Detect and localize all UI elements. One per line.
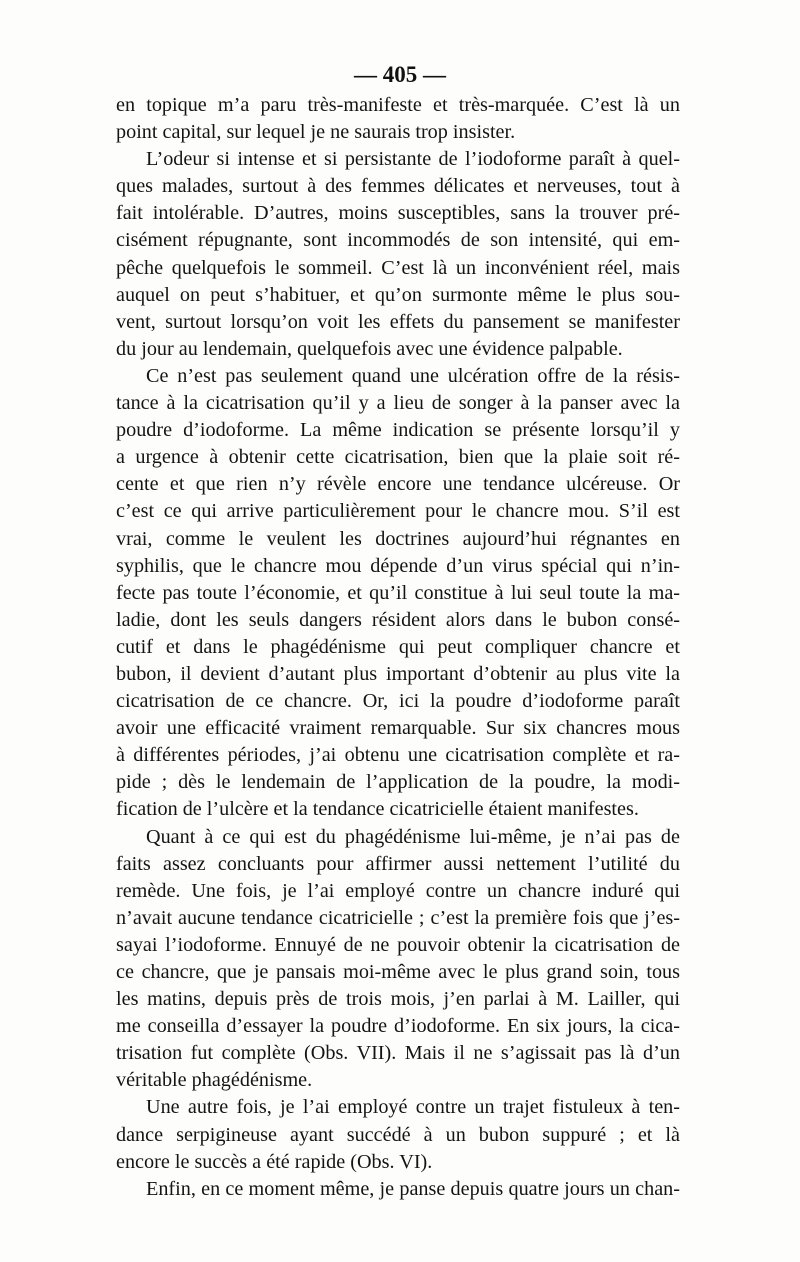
text-line: les matins, depuis près de trois mois, j’en parlai à M. Lailler, qui bbox=[116, 988, 680, 1011]
paragraph bbox=[116, 363, 680, 824]
text-line: c’est ce qui arrive particulièrement pour le chancre mou. S’il est bbox=[116, 500, 680, 523]
text-line: cente et que rien n’y révèle encore une tendance ulcéreuse. Or bbox=[116, 473, 680, 496]
text-line: vrai, comme le veulent les doctrines aujourd’hui régnantes en bbox=[116, 527, 680, 550]
paragraph bbox=[116, 1094, 680, 1175]
text-line: me conseilla d’essayer la poudre d’iodoforme. En six jours, la cica- bbox=[116, 1015, 680, 1038]
text-line: pêche quelquefois le sommeil. C’est là un inconvénient réel, mais bbox=[116, 256, 680, 279]
text-line: encore le succès a été rapide (Obs. VI). bbox=[116, 1150, 433, 1173]
text-line: avoir une efficacité vraiment remarquable. Sur six chancres mous bbox=[116, 717, 680, 740]
body-text bbox=[116, 92, 680, 1203]
text-line: en topique m’a paru très-manifeste et très-marquée. C’est là un bbox=[116, 94, 680, 116]
text-line: cisément répugnante, sont incommodés de son intensité, qui em- bbox=[116, 229, 680, 252]
text-line: auquel on peut s’habituer, et qu’on surmonte même le plus sou- bbox=[116, 283, 680, 306]
text-line: vent, surtout lorsqu’on voit les effets du pansement se manifester bbox=[116, 310, 680, 333]
paragraph bbox=[116, 1176, 680, 1203]
text-line: faits assez concluants pour affirmer aussi nettement l’utilité du bbox=[116, 852, 680, 875]
paragraph bbox=[116, 146, 680, 363]
text-line: véritable phagédénisme. bbox=[116, 1069, 313, 1092]
text-line: trisation fut complète (Obs. VII). Mais il ne s’agissait pas là d’un bbox=[116, 1042, 680, 1065]
text-line: dance serpigineuse ayant succédé à un bubon suppuré ; et là bbox=[116, 1123, 680, 1146]
text-line: sayai l’iodoforme. Ennuyé de ne pouvoir obtenir la cicatrisation de bbox=[116, 933, 680, 956]
paragraph bbox=[116, 824, 680, 1095]
text-line: bubon, il devient d’autant plus important d’obtenir au plus vite la bbox=[116, 662, 680, 685]
text-line: cicatrisation de ce chancre. Or, ici la poudre d’iodoforme paraît bbox=[116, 690, 680, 713]
text-line: Enfin, en ce moment même, je panse depuis quatre jours un chan- bbox=[146, 1177, 680, 1200]
text-line: tance à la cicatrisation qu’il y a lieu de songer à la panser avec la bbox=[116, 392, 680, 415]
text-line: remède. Une fois, je l’ai employé contre un chancre induré qui bbox=[116, 879, 680, 902]
text-line: syphilis, que le chancre mou dépende d’un virus spécial qui n’in- bbox=[116, 554, 680, 577]
text-line: du jour au lendemain, quelquefois avec une évidence palpable. bbox=[116, 337, 623, 360]
text-line: fait intolérable. D’autres, moins susceptibles, sans la trouver pré- bbox=[116, 202, 680, 225]
text-line: pide ; dès le lendemain de l’application de la poudre, la modi- bbox=[116, 771, 680, 794]
page-number: — 405 — bbox=[354, 62, 446, 87]
text-line: à différentes périodes, j’ai obtenu une cicatrisation complète et ra- bbox=[116, 744, 680, 767]
text-line: fication de l’ulcère et la tendance cicatricielle étaient manifestes. bbox=[116, 798, 639, 821]
text-line: ladie, dont les seuls dangers résident alors dans le bubon consé- bbox=[116, 608, 680, 631]
text-line: poudre d’iodoforme. La même indication se présente lorsqu’il y bbox=[116, 419, 680, 442]
text-line: fecte pas toute l’économie, et qu’il constitue à lui seul toute la ma- bbox=[116, 581, 680, 604]
text-line: ce chancre, que je pansais moi-même avec le plus grand soin, tous bbox=[116, 961, 680, 983]
text-line: point capital, sur lequel je ne saurais trop insister. bbox=[116, 121, 516, 144]
text-line: Une autre fois, je l’ai employé contre un trajet fistuleux à ten- bbox=[146, 1096, 680, 1119]
text-line: cutif et dans le phagédénisme qui peut compliquer chancre et bbox=[116, 635, 680, 658]
text-line: Quant à ce qui est du phagédénisme lui-même, je n’ai pas de bbox=[146, 825, 680, 848]
text-line: a urgence à obtenir cette cicatrisation, bien que la plaie soit ré- bbox=[116, 446, 680, 469]
text-line: Ce n’est pas seulement quand une ulcération offre de la résis- bbox=[146, 364, 680, 387]
text-line: L’odeur si intense et si persistante de l’iodoforme paraît à quel- bbox=[146, 148, 680, 171]
text-line: ques malades, surtout à des femmes délicates et nerveuses, tout à bbox=[116, 175, 680, 198]
text-line: n’avait aucune tendance cicatricielle ; c’est la première fois que j’es- bbox=[116, 906, 680, 929]
paragraph bbox=[116, 92, 680, 146]
